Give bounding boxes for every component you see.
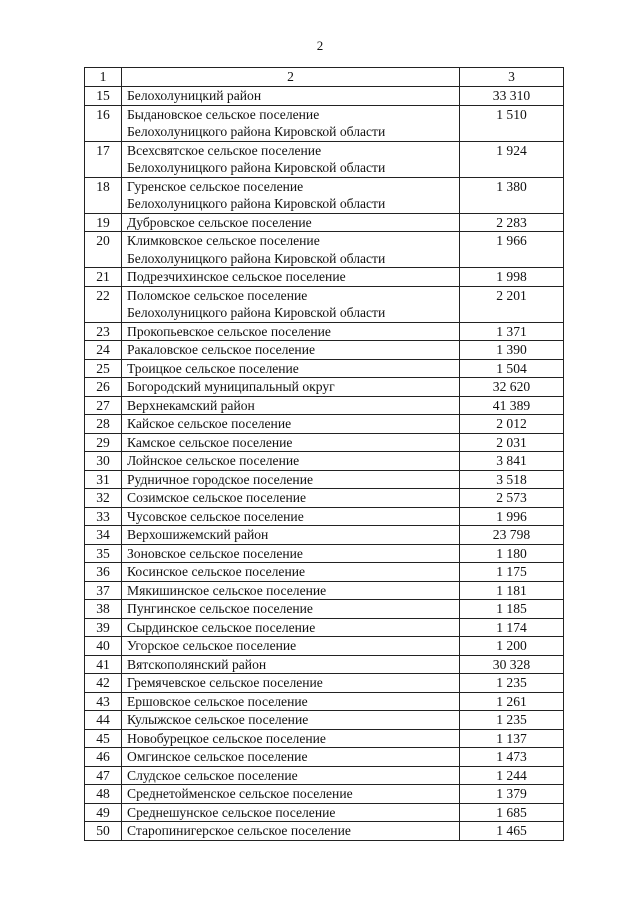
table-row [85, 600, 564, 619]
table-row [85, 692, 564, 711]
row-value: 1 235 [460, 711, 564, 730]
table-row [85, 526, 564, 545]
row-name: Зоновское сельское поселение [122, 544, 460, 563]
row-name: Верхошижемский район [122, 526, 460, 545]
row-name: Пунгинское сельское поселение [122, 600, 460, 619]
table-row [85, 507, 564, 526]
table-row [85, 232, 564, 268]
table-row [85, 452, 564, 471]
row-value: 2 031 [460, 433, 564, 452]
row-value: 2 283 [460, 213, 564, 232]
row-number: 17 [85, 141, 122, 177]
data-table [84, 67, 564, 841]
row-name: Кулыжское сельское поселение [122, 711, 460, 730]
row-number: 46 [85, 748, 122, 767]
row-value: 1 685 [460, 803, 564, 822]
row-number: 23 [85, 322, 122, 341]
row-number: 16 [85, 105, 122, 141]
row-name: Быдановское сельское поселение Белохолуницкого района Кировской области [122, 105, 460, 141]
row-name: Среднетойменское сельское поселение [122, 785, 460, 804]
row-number: 43 [85, 692, 122, 711]
row-name: Гуренское сельское поселение Белохолуницкого района Кировской области [122, 177, 460, 213]
table-row [85, 341, 564, 360]
table-row [85, 822, 564, 841]
table-row [85, 359, 564, 378]
row-value: 3 518 [460, 470, 564, 489]
row-number: 25 [85, 359, 122, 378]
row-number: 26 [85, 378, 122, 397]
row-name: Рудничное городское поселение [122, 470, 460, 489]
column-header-1: 1 [85, 68, 122, 87]
row-number: 38 [85, 600, 122, 619]
table-body [85, 87, 564, 841]
row-value: 1 244 [460, 766, 564, 785]
row-number: 31 [85, 470, 122, 489]
row-number: 22 [85, 286, 122, 322]
row-name: Троицкое сельское поселение [122, 359, 460, 378]
row-number: 40 [85, 637, 122, 656]
table-row [85, 637, 564, 656]
row-number: 18 [85, 177, 122, 213]
row-number: 44 [85, 711, 122, 730]
row-name: Климковское сельское поселение Белохолуницкого района Кировской области [122, 232, 460, 268]
table-row [85, 489, 564, 508]
row-name: Угорское сельское поселение [122, 637, 460, 656]
row-name: Среднешунское сельское поселение [122, 803, 460, 822]
row-name: Верхнекамский район [122, 396, 460, 415]
row-number: 39 [85, 618, 122, 637]
row-value: 33 310 [460, 87, 564, 106]
row-name: Вятскополянский район [122, 655, 460, 674]
column-header-3: 3 [460, 68, 564, 87]
row-name: Дубровское сельское поселение [122, 213, 460, 232]
row-value: 1 473 [460, 748, 564, 767]
row-number: 35 [85, 544, 122, 563]
row-value: 1 174 [460, 618, 564, 637]
table-row [85, 141, 564, 177]
table-row [85, 433, 564, 452]
row-name: Ершовское сельское поселение [122, 692, 460, 711]
row-value: 1 996 [460, 507, 564, 526]
row-name: Камское сельское поселение [122, 433, 460, 452]
table-row [85, 581, 564, 600]
table-row [85, 711, 564, 730]
row-value: 1 185 [460, 600, 564, 619]
row-name: Поломское сельское поселение Белохолуницкого района Кировской области [122, 286, 460, 322]
row-number: 48 [85, 785, 122, 804]
row-number: 42 [85, 674, 122, 693]
table-row [85, 766, 564, 785]
row-name: Кайское сельское поселение [122, 415, 460, 434]
row-value: 32 620 [460, 378, 564, 397]
table-row [85, 803, 564, 822]
row-name: Ракаловское сельское поселение [122, 341, 460, 360]
row-value: 41 389 [460, 396, 564, 415]
row-number: 50 [85, 822, 122, 841]
row-value: 2 573 [460, 489, 564, 508]
row-name: Лойнское сельское поселение [122, 452, 460, 471]
row-value: 1 379 [460, 785, 564, 804]
table-row [85, 544, 564, 563]
row-name: Подрезчихинское сельское поселение [122, 268, 460, 287]
table-row [85, 268, 564, 287]
row-value: 1 180 [460, 544, 564, 563]
table-row [85, 415, 564, 434]
table-row [85, 785, 564, 804]
row-value: 30 328 [460, 655, 564, 674]
row-value: 1 924 [460, 141, 564, 177]
row-number: 28 [85, 415, 122, 434]
row-value: 1 175 [460, 563, 564, 582]
table-row [85, 177, 564, 213]
table-row [85, 674, 564, 693]
table-header-row [85, 68, 564, 87]
table-row [85, 748, 564, 767]
row-value: 1 380 [460, 177, 564, 213]
row-value: 1 371 [460, 322, 564, 341]
table-row [85, 87, 564, 106]
row-number: 47 [85, 766, 122, 785]
row-name: Слудское сельское поселение [122, 766, 460, 785]
table-row [85, 563, 564, 582]
table-row [85, 396, 564, 415]
row-name: Новобурецкое сельское поселение [122, 729, 460, 748]
table-row [85, 322, 564, 341]
row-number: 34 [85, 526, 122, 545]
row-name: Мякишинское сельское поселение [122, 581, 460, 600]
row-value: 1 137 [460, 729, 564, 748]
row-name: Белохолуницкий район [122, 87, 460, 106]
row-name: Прокопьевское сельское поселение [122, 322, 460, 341]
row-value: 2 201 [460, 286, 564, 322]
row-number: 20 [85, 232, 122, 268]
row-number: 24 [85, 341, 122, 360]
table-row [85, 655, 564, 674]
row-value: 1 998 [460, 268, 564, 287]
row-value: 1 235 [460, 674, 564, 693]
row-name: Сырдинское сельское поселение [122, 618, 460, 637]
row-number: 21 [85, 268, 122, 287]
row-number: 15 [85, 87, 122, 106]
table-row [85, 618, 564, 637]
row-name: Косинское сельское поселение [122, 563, 460, 582]
row-number: 36 [85, 563, 122, 582]
table-row [85, 286, 564, 322]
row-number: 45 [85, 729, 122, 748]
column-header-2: 2 [122, 68, 460, 87]
row-number: 41 [85, 655, 122, 674]
table-row [85, 470, 564, 489]
row-number: 49 [85, 803, 122, 822]
row-number: 19 [85, 213, 122, 232]
row-name: Старопинигерское сельское поселение [122, 822, 460, 841]
row-value: 1 465 [460, 822, 564, 841]
table-row [85, 729, 564, 748]
row-name: Всехсвятское сельское поселение Белохолуницкого района Кировской области [122, 141, 460, 177]
page-number: 2 [316, 38, 324, 53]
row-name: Богородский муниципальный округ [122, 378, 460, 397]
row-value: 2 012 [460, 415, 564, 434]
table-row [85, 213, 564, 232]
row-number: 37 [85, 581, 122, 600]
row-number: 29 [85, 433, 122, 452]
row-value: 1 261 [460, 692, 564, 711]
row-value: 23 798 [460, 526, 564, 545]
row-value: 1 390 [460, 341, 564, 360]
row-number: 27 [85, 396, 122, 415]
row-value: 1 966 [460, 232, 564, 268]
row-number: 32 [85, 489, 122, 508]
row-name: Омгинское сельское поселение [122, 748, 460, 767]
row-name: Гремячевское сельское поселение [122, 674, 460, 693]
row-value: 1 510 [460, 105, 564, 141]
table-row [85, 378, 564, 397]
row-value: 1 504 [460, 359, 564, 378]
row-number: 33 [85, 507, 122, 526]
row-value: 3 841 [460, 452, 564, 471]
table-row [85, 105, 564, 141]
row-name: Чусовское сельское поселение [122, 507, 460, 526]
row-value: 1 200 [460, 637, 564, 656]
row-value: 1 181 [460, 581, 564, 600]
row-number: 30 [85, 452, 122, 471]
row-name: Созимское сельское поселение [122, 489, 460, 508]
